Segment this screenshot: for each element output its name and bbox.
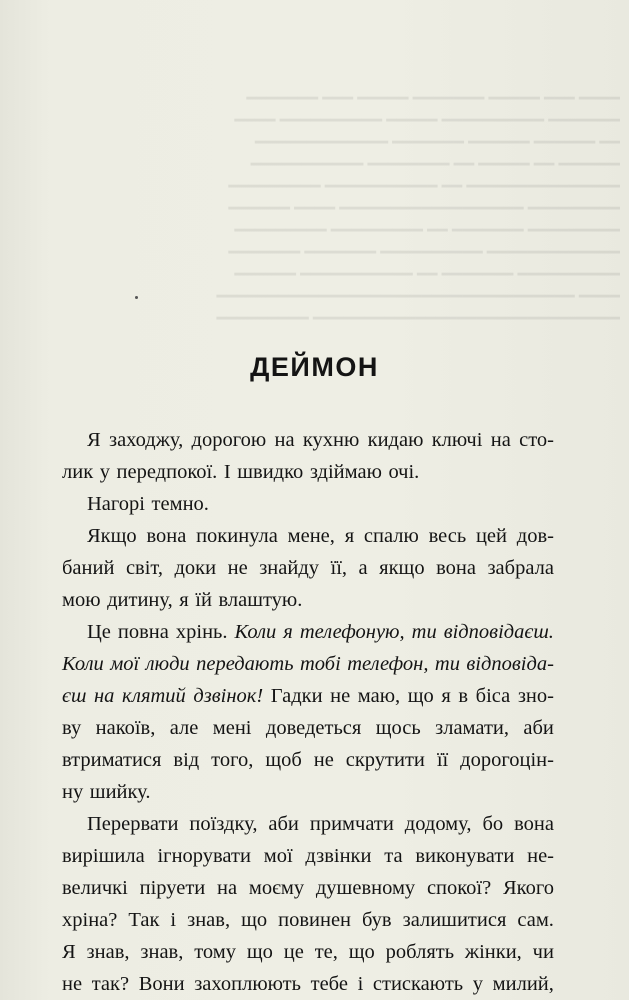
text-line	[62, 872, 554, 904]
word: цей	[475, 525, 507, 547]
word: її,	[330, 557, 348, 579]
word: втриматися	[62, 749, 162, 771]
word: дорогоцін-	[460, 749, 554, 771]
word: світ,	[125, 557, 163, 579]
word: на	[274, 429, 295, 451]
word: біса	[475, 685, 511, 707]
word: душевному	[315, 877, 416, 899]
word: Я	[62, 941, 76, 963]
word: заходжу,	[108, 429, 184, 451]
word: від	[173, 749, 200, 771]
word: я	[441, 685, 451, 707]
word: ти	[434, 653, 460, 675]
word: швидко	[237, 461, 304, 483]
word: роблять	[385, 941, 455, 963]
word: те,	[314, 941, 338, 963]
text-line	[62, 904, 554, 936]
text-line	[62, 680, 554, 712]
bleed-through-text: ━━━━ ━━━ ━━━━━ ━━━━━━━ ━━━━━ ━━━ ━━━━━━━ ━━━━━━━ ━━━━━━━━━━ ━━━━━ ━━━━━━━━━━ ━━━━ ━━ ━━━━━━ ━━━━━━ ━━━━━━━ ━━━━━━━━━━━━━ ━━━━━━ ━━ ━━━━━ ━━ ━━━━━━━━ ━━━━━━━━━━━ ━━━━━━━━━━━━━━━ ━━ ━━━━━━━━━━━ ━━━━━━━━━ ━━━━━━━━━ ━━━━━━━━━━━━━━━━━━ ━━━━ ━━━━━━ ━━━━━━━━━ ━━━━━━━ ━━ ━━━━━━━━━ ━━━━━━━━━ ━━━━━━━━━━━━━ ━━━━━━━━━━ ━━━━━━━ ━━━━━━━ ━━━━━━━━━━ ━━━━━━━ ━━ ━━━━━━━━━━━ ━━━━━━ ━━━━ ━━━━━━━━━━━━━━━━━━━━━━━━━━━━━━━━━━━ ━━━━━━━━━━━━━━━━━━━━━━━━━━━━━━ ━━━━━━━━━	[216, 89, 620, 328]
word: Гадки	[270, 685, 323, 707]
text-line	[62, 776, 554, 808]
text-line	[62, 712, 554, 744]
word: вона	[146, 525, 187, 547]
word: очі.	[388, 461, 420, 483]
word: шийку.	[89, 781, 151, 803]
word: на	[490, 429, 511, 451]
text-line	[62, 744, 554, 776]
word: що	[348, 941, 375, 963]
word: влаштую.	[218, 589, 303, 611]
word: того,	[211, 749, 254, 771]
word: мої	[263, 845, 293, 867]
word: Так	[128, 909, 160, 931]
page-dot-mark	[135, 296, 138, 299]
text-line	[62, 648, 554, 680]
text-line	[62, 424, 554, 456]
word: тобі	[299, 653, 341, 675]
word: доки	[174, 557, 217, 579]
word: ву	[62, 717, 82, 739]
word: дзвінки	[305, 845, 372, 867]
word: я	[179, 589, 189, 611]
paragraph	[62, 424, 554, 488]
word: мені	[212, 717, 252, 739]
word: на	[94, 685, 115, 707]
word: баний	[62, 557, 115, 579]
word: ігнорувати	[157, 845, 251, 867]
word: аби	[268, 813, 299, 835]
word: здіймаю	[309, 461, 382, 483]
word: я	[344, 525, 355, 547]
word: темно.	[151, 493, 209, 515]
word: дитину,	[107, 589, 173, 611]
chapter-title: ДЕЙМОН	[250, 352, 379, 382]
word: Якого	[503, 877, 554, 899]
word: кухню	[302, 429, 360, 451]
word: величкі	[62, 877, 128, 899]
word: і	[357, 973, 364, 995]
word: відповіда-	[466, 653, 554, 675]
word: І	[223, 461, 231, 483]
word: сам.	[517, 909, 554, 931]
paragraph	[62, 520, 554, 616]
word: Це	[87, 621, 111, 643]
word: примчати	[309, 813, 394, 835]
word: сто-	[519, 429, 554, 451]
chapter-body	[62, 424, 554, 1000]
word: скрутити	[345, 749, 425, 771]
word: Я	[87, 429, 101, 451]
word: Перервати	[87, 813, 179, 835]
word: вона	[514, 813, 554, 835]
word: що	[246, 941, 273, 963]
word: дзвінок!	[193, 685, 264, 707]
word: мою	[62, 589, 101, 611]
word: лик	[62, 461, 94, 483]
word: у	[99, 461, 110, 483]
word: покинула	[196, 525, 278, 547]
word: Вони	[138, 973, 185, 995]
word: передпокої.	[116, 461, 218, 483]
word: знайду	[259, 557, 320, 579]
text-line	[62, 552, 554, 584]
word: єш	[62, 685, 87, 707]
word: жінки,	[464, 941, 522, 963]
word: щоб	[265, 749, 302, 771]
word: тому	[194, 941, 237, 963]
word: хріна?	[62, 909, 118, 931]
word: ну	[62, 781, 84, 803]
word: та	[384, 845, 403, 867]
word: милий,	[492, 973, 554, 995]
word: накоїв,	[95, 717, 156, 739]
word: маю,	[357, 685, 401, 707]
word: весь	[428, 525, 467, 547]
word: люди	[145, 653, 190, 675]
word: ключі	[431, 429, 483, 451]
word: доведеться	[265, 717, 362, 739]
word: був	[362, 909, 392, 931]
word: передають	[196, 653, 294, 675]
word: кидаю	[367, 429, 424, 451]
text-line	[62, 584, 554, 616]
word: не	[227, 557, 248, 579]
word: забрала	[487, 557, 554, 579]
word: Коли	[62, 653, 104, 675]
word: не	[330, 685, 351, 707]
word: так?	[91, 973, 130, 995]
text-line	[62, 968, 554, 1000]
word: мене,	[287, 525, 335, 547]
word: Коли	[234, 621, 277, 643]
paragraph	[62, 616, 554, 808]
word: залишитися	[402, 909, 507, 931]
word: додому,	[404, 813, 472, 835]
word: аби	[523, 717, 554, 739]
paragraph	[62, 488, 554, 520]
word: дов-	[516, 525, 554, 547]
word: а	[358, 557, 368, 579]
word: Якщо	[87, 525, 137, 547]
word: чи	[532, 941, 554, 963]
word: що	[241, 909, 268, 931]
word: вона	[436, 557, 476, 579]
word: спокої?	[426, 877, 492, 899]
word: у	[472, 973, 484, 995]
text-line	[62, 616, 554, 648]
word: не-	[527, 845, 554, 867]
word: я	[283, 621, 293, 643]
word: зно-	[517, 685, 554, 707]
word: повна	[117, 621, 169, 643]
word: знав,	[86, 941, 130, 963]
word: але	[169, 717, 199, 739]
word: Нагорі	[87, 493, 145, 515]
word: щось	[375, 717, 421, 739]
word: їй	[195, 589, 212, 611]
word: зламати,	[435, 717, 510, 739]
word: бо	[482, 813, 504, 835]
word: моєму	[248, 877, 305, 899]
word: це	[283, 941, 304, 963]
word: стискають	[372, 973, 464, 995]
word: її	[436, 749, 449, 771]
word: не	[313, 749, 334, 771]
text-line	[62, 488, 554, 520]
word: якщо	[379, 557, 425, 579]
word: поїздку,	[189, 813, 258, 835]
word: виконувати	[415, 845, 515, 867]
word: що	[407, 685, 434, 707]
word: телефоную,	[299, 621, 405, 643]
word: хрінь.	[175, 621, 228, 643]
word: телефон,	[347, 653, 429, 675]
word: дорогою	[191, 429, 267, 451]
word: знав,	[187, 909, 231, 931]
text-line	[62, 936, 554, 968]
word: відповідаєш.	[443, 621, 554, 643]
word: ти	[411, 621, 437, 643]
word: в	[458, 685, 469, 707]
word: повинен	[278, 909, 352, 931]
word: мої	[110, 653, 140, 675]
word: на	[217, 877, 238, 899]
word: не	[62, 973, 83, 995]
word: знав,	[140, 941, 184, 963]
word: клятий	[122, 685, 186, 707]
word: захоплюють	[194, 973, 301, 995]
word: піруети	[139, 877, 206, 899]
paragraph	[62, 808, 554, 1000]
word: спалю	[363, 525, 419, 547]
word: вирішила	[62, 845, 145, 867]
word: тебе	[310, 973, 348, 995]
text-line	[62, 840, 554, 872]
text-line	[62, 456, 554, 488]
text-line	[62, 808, 554, 840]
word: і	[170, 909, 177, 931]
text-line	[62, 520, 554, 552]
